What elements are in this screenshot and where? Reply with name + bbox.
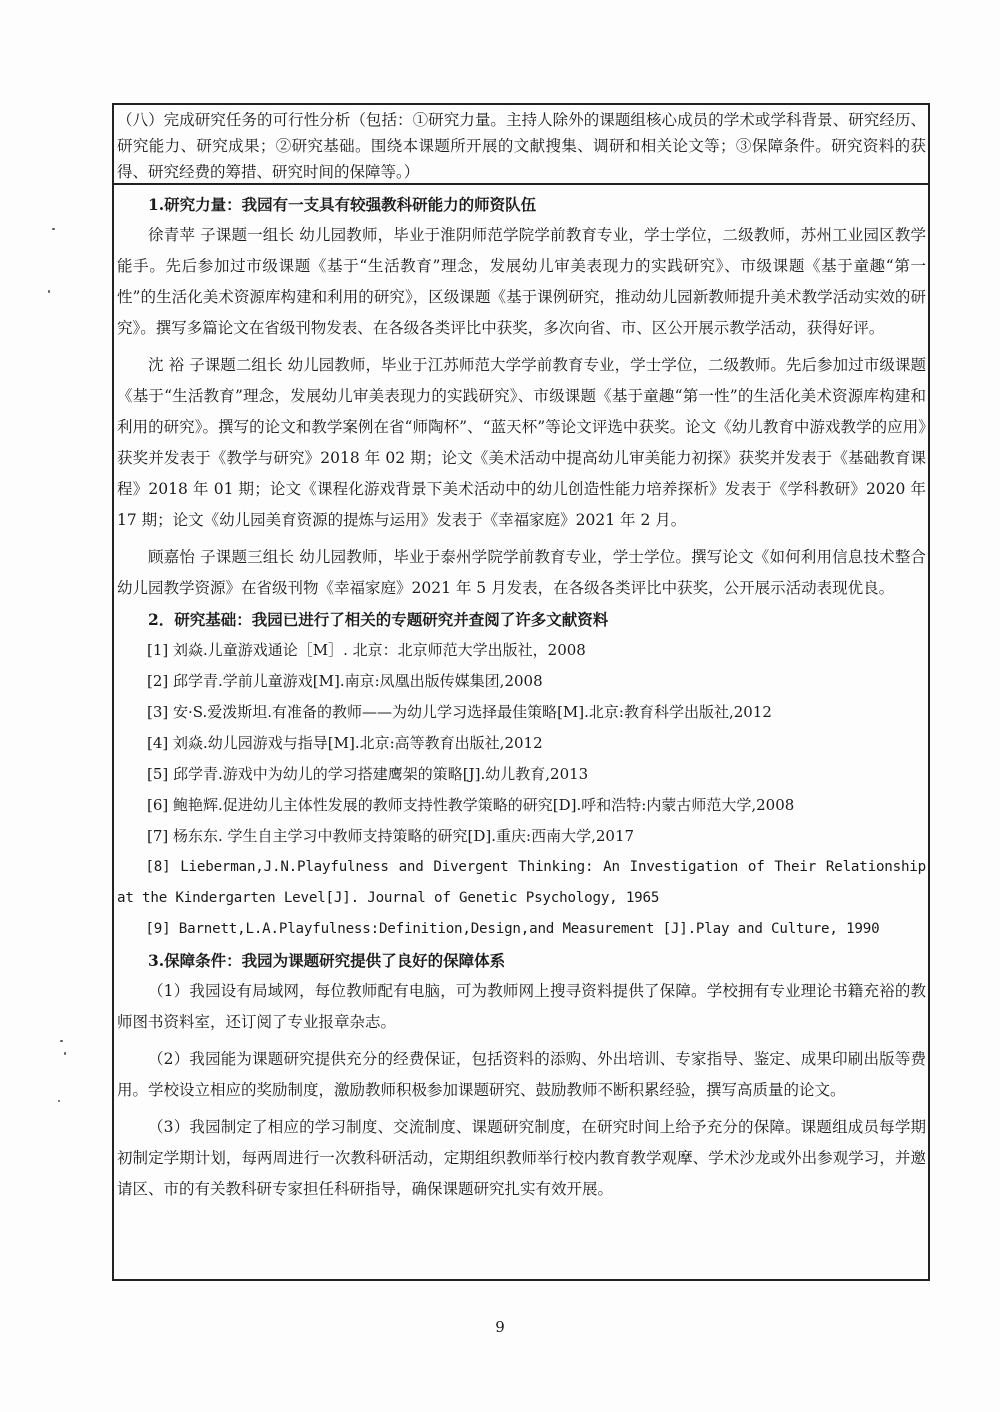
scan-speck [48, 290, 50, 293]
guarantee-item: （2）我园能为课题研究提供充分的经费保证，包括资料的添购、外出培训、专家指导、鉴定、成果印刷出版等费用。学校设立相应的奖励制度，激励教师积极参加课题研究、鼓励教师不断积累经验，撰写高质量的论文。 [117, 1050, 926, 1099]
scan-speck [58, 1100, 60, 1102]
reference-item: [8] Lieberman,J.N.Playfulness and Divergent Thinking: An Investigation of Their Relationship at the Kindergarten Level[J]. Journal of Genetic Psychology, 1965 [117, 859, 926, 906]
member-paragraph: 沈 裕 子课题二组长 幼儿园教师，毕业于江苏师范大学学前教育专业，学士学位，二级教师。先后参加过市级课题《基于“生活教育”理念，发展幼儿审美表现力的实践研究》、市级课题《基于童趣“第一性”的生活化美术资源库构建和利用的研究》。撰写的论文和教学案例在省“师陶杯”、“蓝天杯”等论文评选中获奖。论文《幼儿教育中游戏教学的应用》获奖并发表于《教学与研究》2018 年 02 期；论文《美术活动中提高幼儿审美能力初探》获奖并发表于《基础教育课程》2018 年 01 期；论文《课程化游戏背景下美术活动中的幼儿创造性能力培养探析》发表于《学科教研》2020 年 17 期；论文《幼儿园美育资源的提炼与运用》发表于《幸福家庭》2021 年 2 月。 [117, 356, 926, 529]
form-table [112, 103, 930, 1281]
reference-item: [7] 杨东东. 学生自主学习中教师支持策略的研究[D].重庆:西南大学,2017 [147, 827, 635, 845]
guarantee-heading: 3.保障条件：我园为课题研究提供了良好的保障体系 [148, 951, 506, 970]
member-paragraph: 徐青苹 子课题一组长 幼儿园教师，毕业于淮阴师范学院学前教育专业，学士学位，二级教师，苏州工业园区教学能手。先后参加过市级课题《基于“生活教育”理念，发展幼儿审美表现力的实践研究》、市级课题《基于童趣“第一性”的生活化美术资源库构建和利用的研究》，区级课题《基于课例研究，推动幼儿园新教师提升美术教学活动实效的研究》。撰写多篇论文在省级刊物发表、在各级各类评比中获奖，多次向省、市、区公开展示教学活动，获得好评。 [117, 226, 926, 337]
section-header: （八）完成研究任务的可行性分析（包括：①研究力量。主持人除外的课题组核心成员的学术或学科背景、研究经历、研究能力、研究成果；②研究基础。围绕本课题所开展的文献搜集、调研和相关论文等；③保障条件。研究资料的获得、研究经费的筹措、研究时间的保障等。） [114, 105, 928, 185]
reference-item: [6] 鲍艳辉.促进幼儿主体性发展的教师支持性教学策略的研究[D].呼和浩特:内蒙古师范大学,2008 [147, 796, 795, 814]
reference-item: [2] 邱学青.学前儿童游戏[M].南京:凤凰出版传媒集团,2008 [147, 672, 543, 690]
scan-speck [52, 228, 55, 230]
research-strength-heading: 1.研究力量：我园有一支具有较强教科研能力的师资队伍 [148, 195, 537, 214]
reference-item: [3] 安·S.爱泼斯坦.有准备的教师——为幼儿学习选择最佳策略[M].北京:教育科学出版社,2012 [147, 703, 772, 721]
reference-item: [9] Barnett,L.A.Playfulness:Definition,Design,and Measurement [J].Play and Culture, 1990 [145, 921, 880, 937]
guarantee-item: （3）我园制定了相应的学习制度、交流制度、课题研究制度，在研究时间上给予充分的保障。课题组成员每学期初制定学期计划，每两周进行一次教科研活动，定期组织教师举行校内教育教学观摩、学术沙龙或外出参观学习，并邀请区、市的有关教科研专家担任科研指导，确保课题研究扎实有效开展。 [117, 1118, 926, 1198]
guarantee-item: （1）我园设有局域网，每位教师配有电脑，可为教师网上搜寻资料提供了保障。学校拥有专业理论书籍充裕的教师图书资料室，还订阅了专业报章杂志。 [117, 982, 926, 1031]
reference-item: [4] 刘焱.幼儿园游戏与指导[M].北京:高等教育出版社,2012 [147, 734, 543, 752]
reference-item: [1] 刘焱.儿童游戏通论［M］. 北京：北京师范大学出版社，2008 [147, 641, 586, 659]
scan-speck [64, 1052, 66, 1055]
section-body [114, 185, 928, 1205]
member-paragraph: 顾嘉怡 子课题三组长 幼儿园教师，毕业于泰州学院学前教育专业，学士学位。撰写论文《如何利用信息技术整合幼儿园教学资源》在省级刊物《幸福家庭》2021 年 5 月发表，在各级各类评比中获奖，公开展示活动表现优良。 [117, 548, 926, 597]
page-number: 9 [495, 1318, 505, 1336]
reference-item: [5] 邱学青.游戏中为幼儿的学习搭建鹰架的策略[J].幼儿教育,2013 [147, 765, 589, 783]
research-basis-heading: 2．研究基础：我园已进行了相关的专题研究并查阅了许多文献资料 [148, 610, 609, 629]
scan-speck [60, 1040, 63, 1042]
